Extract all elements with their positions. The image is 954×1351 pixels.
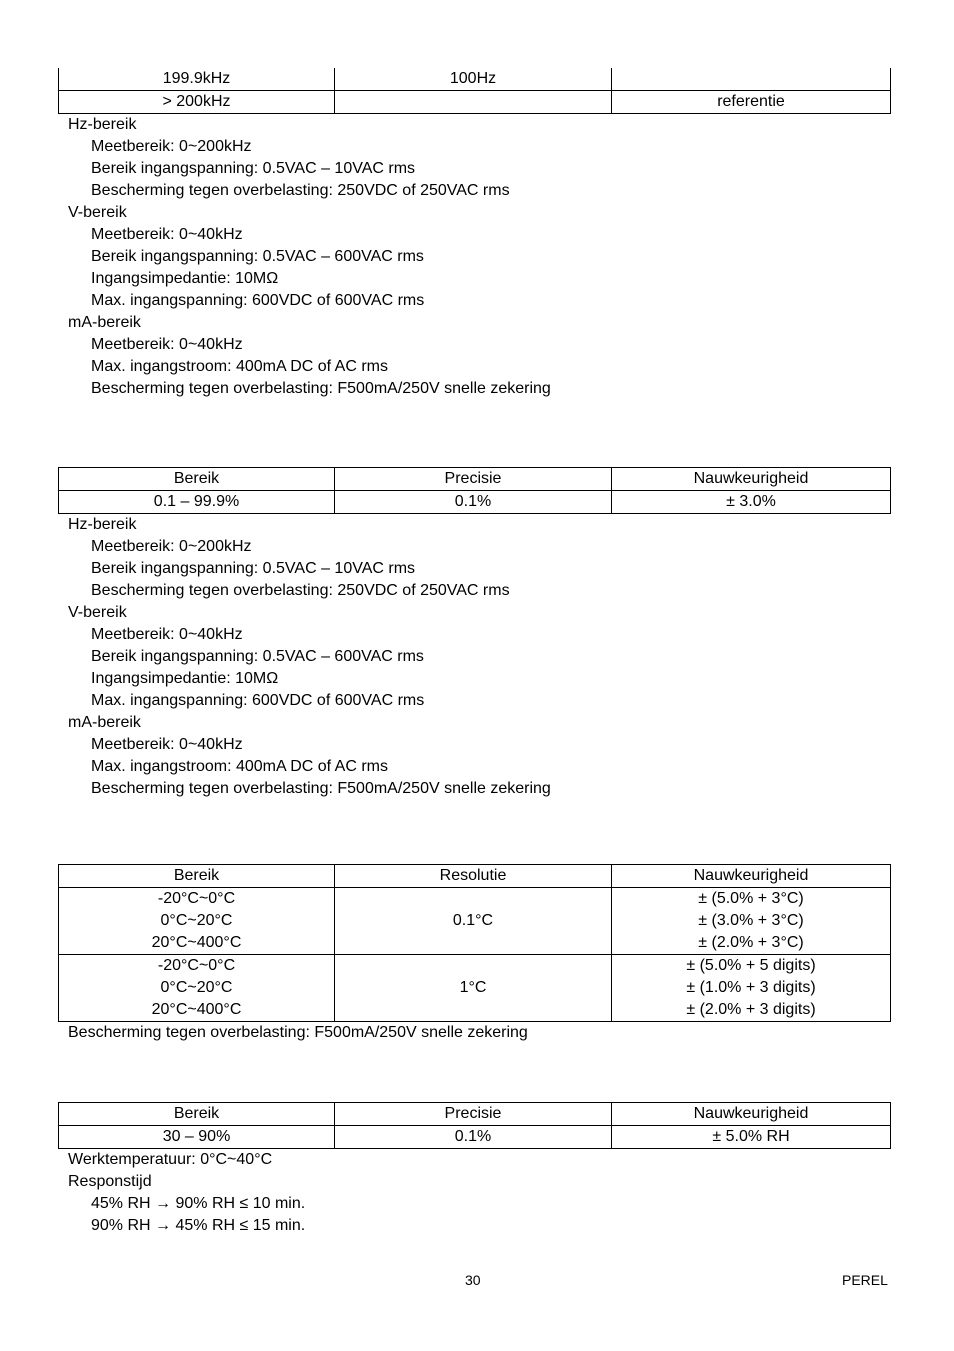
response-time-heading: Responstijd — [68, 1173, 152, 1190]
section-heading: V-bereik — [68, 204, 127, 221]
range-value: -20°C~0°C — [157, 957, 236, 974]
temperature-note — [68, 1022, 528, 1044]
humidity-notes — [68, 1149, 305, 1237]
page-number: 30 — [465, 1272, 481, 1288]
working-temperature: Werktemperatuur: 0°C~40°C — [68, 1151, 273, 1168]
spec-item: Max. ingangspanning: 600VDC of 600VAC rms — [91, 692, 425, 709]
spec-item: Meetbereik: 0~200kHz — [91, 538, 252, 555]
column-header: Nauwkeurigheid — [612, 865, 891, 888]
column-header: Precisie — [335, 468, 612, 491]
response-time-item: 45% RH → 90% RH ≤ 10 min. — [91, 1195, 306, 1212]
section-heading: mA-bereik — [68, 314, 141, 331]
table-cell: 100Hz — [335, 68, 612, 91]
table-cell — [59, 955, 335, 1022]
table-row — [59, 888, 891, 955]
accuracy-value: ± (2.0% + 3 digits) — [686, 1001, 816, 1018]
accuracy-value: ± (5.0% + 5 digits) — [686, 957, 816, 974]
table-cell: 0.1°C — [335, 888, 612, 955]
column-header: Bereik — [59, 468, 335, 491]
table-cell: 0.1 – 99.9% — [59, 491, 335, 514]
range-value: 0°C~20°C — [160, 979, 233, 996]
spec-item: Meetbereik: 0~40kHz — [91, 226, 243, 243]
spec-item: Bereik ingangspanning: 0.5VAC – 600VAC rms — [91, 248, 424, 265]
range-value: 0°C~20°C — [160, 912, 233, 929]
section-heading: Hz-bereik — [68, 516, 137, 533]
spec-item: Meetbereik: 0~40kHz — [91, 626, 243, 643]
spec-item: Bescherming tegen overbelasting: 250VDC of 250VAC rms — [91, 582, 510, 599]
range-value: 20°C~400°C — [151, 1001, 242, 1018]
spec-item: Max. ingangstroom: 400mA DC of AC rms — [91, 758, 388, 775]
spec-item: Max. ingangspanning: 600VDC of 600VAC rms — [91, 292, 425, 309]
brand-name: PEREL — [842, 1272, 888, 1288]
frequency-table-tail — [58, 68, 891, 114]
spec-block-2 — [68, 514, 551, 800]
table-cell — [612, 888, 891, 955]
spec-item: Bereik ingangspanning: 0.5VAC – 600VAC rms — [91, 648, 424, 665]
table-cell: 0.1% — [335, 491, 612, 514]
range-value: 20°C~400°C — [151, 934, 242, 951]
spec-item: Ingangsimpedantie: 10MΩ — [91, 270, 279, 287]
spec-item: Bereik ingangspanning: 0.5VAC – 10VAC rms — [91, 560, 416, 577]
table-cell: 0.1% — [335, 1126, 612, 1149]
table-row — [59, 91, 891, 114]
temperature-table — [58, 864, 891, 1022]
table-cell: referentie — [612, 91, 891, 114]
table-row — [59, 68, 891, 91]
accuracy-value: ± (2.0% + 3°C) — [698, 934, 804, 951]
table-cell: 1°C — [335, 955, 612, 1022]
spec-item: Ingangsimpedantie: 10MΩ — [91, 670, 279, 687]
table-cell: ± 5.0% RH — [612, 1126, 891, 1149]
table-row — [59, 955, 891, 1022]
response-time-item: 90% RH → 45% RH ≤ 15 min. — [91, 1217, 306, 1234]
spec-item: Bereik ingangspanning: 0.5VAC – 10VAC rms — [91, 160, 416, 177]
spec-item: Bescherming tegen overbelasting: F500mA/250V snelle zekering — [91, 780, 551, 797]
table-cell — [612, 68, 891, 91]
spec-item: Bescherming tegen overbelasting: F500mA/250V snelle zekering — [91, 380, 551, 397]
spec-item: Meetbereik: 0~40kHz — [91, 736, 243, 753]
table-row — [59, 1126, 891, 1149]
table-cell: > 200kHz — [59, 91, 335, 114]
table-row — [59, 491, 891, 514]
section-heading: V-bereik — [68, 604, 127, 621]
table-cell — [335, 91, 612, 114]
accuracy-value: ± (3.0% + 3°C) — [698, 912, 804, 929]
humidity-table — [58, 1102, 891, 1149]
range-value: -20°C~0°C — [157, 890, 236, 907]
column-header: Resolutie — [335, 865, 612, 888]
section-heading: mA-bereik — [68, 714, 141, 731]
duty-cycle-table — [58, 467, 891, 514]
spec-item: Meetbereik: 0~200kHz — [91, 138, 252, 155]
column-header: Bereik — [59, 1103, 335, 1126]
spec-block-1 — [68, 114, 551, 400]
column-header: Bereik — [59, 865, 335, 888]
table-header-row — [59, 1103, 891, 1126]
column-header: Precisie — [335, 1103, 612, 1126]
table-header-row — [59, 865, 891, 888]
overload-note: Bescherming tegen overbelasting: F500mA/250V snelle zekering — [68, 1024, 528, 1041]
accuracy-value: ± (5.0% + 3°C) — [698, 890, 804, 907]
table-cell: 199.9kHz — [59, 68, 335, 91]
table-header-row — [59, 468, 891, 491]
table-cell: 30 – 90% — [59, 1126, 335, 1149]
table-cell — [59, 888, 335, 955]
table-cell: ± 3.0% — [612, 491, 891, 514]
spec-item: Max. ingangstroom: 400mA DC of AC rms — [91, 358, 388, 375]
spec-item: Bescherming tegen overbelasting: 250VDC of 250VAC rms — [91, 182, 510, 199]
column-header: Nauwkeurigheid — [612, 1103, 891, 1126]
table-cell — [612, 955, 891, 1022]
column-header: Nauwkeurigheid — [612, 468, 891, 491]
accuracy-value: ± (1.0% + 3 digits) — [686, 979, 816, 996]
spec-item: Meetbereik: 0~40kHz — [91, 336, 243, 353]
section-heading: Hz-bereik — [68, 116, 137, 133]
